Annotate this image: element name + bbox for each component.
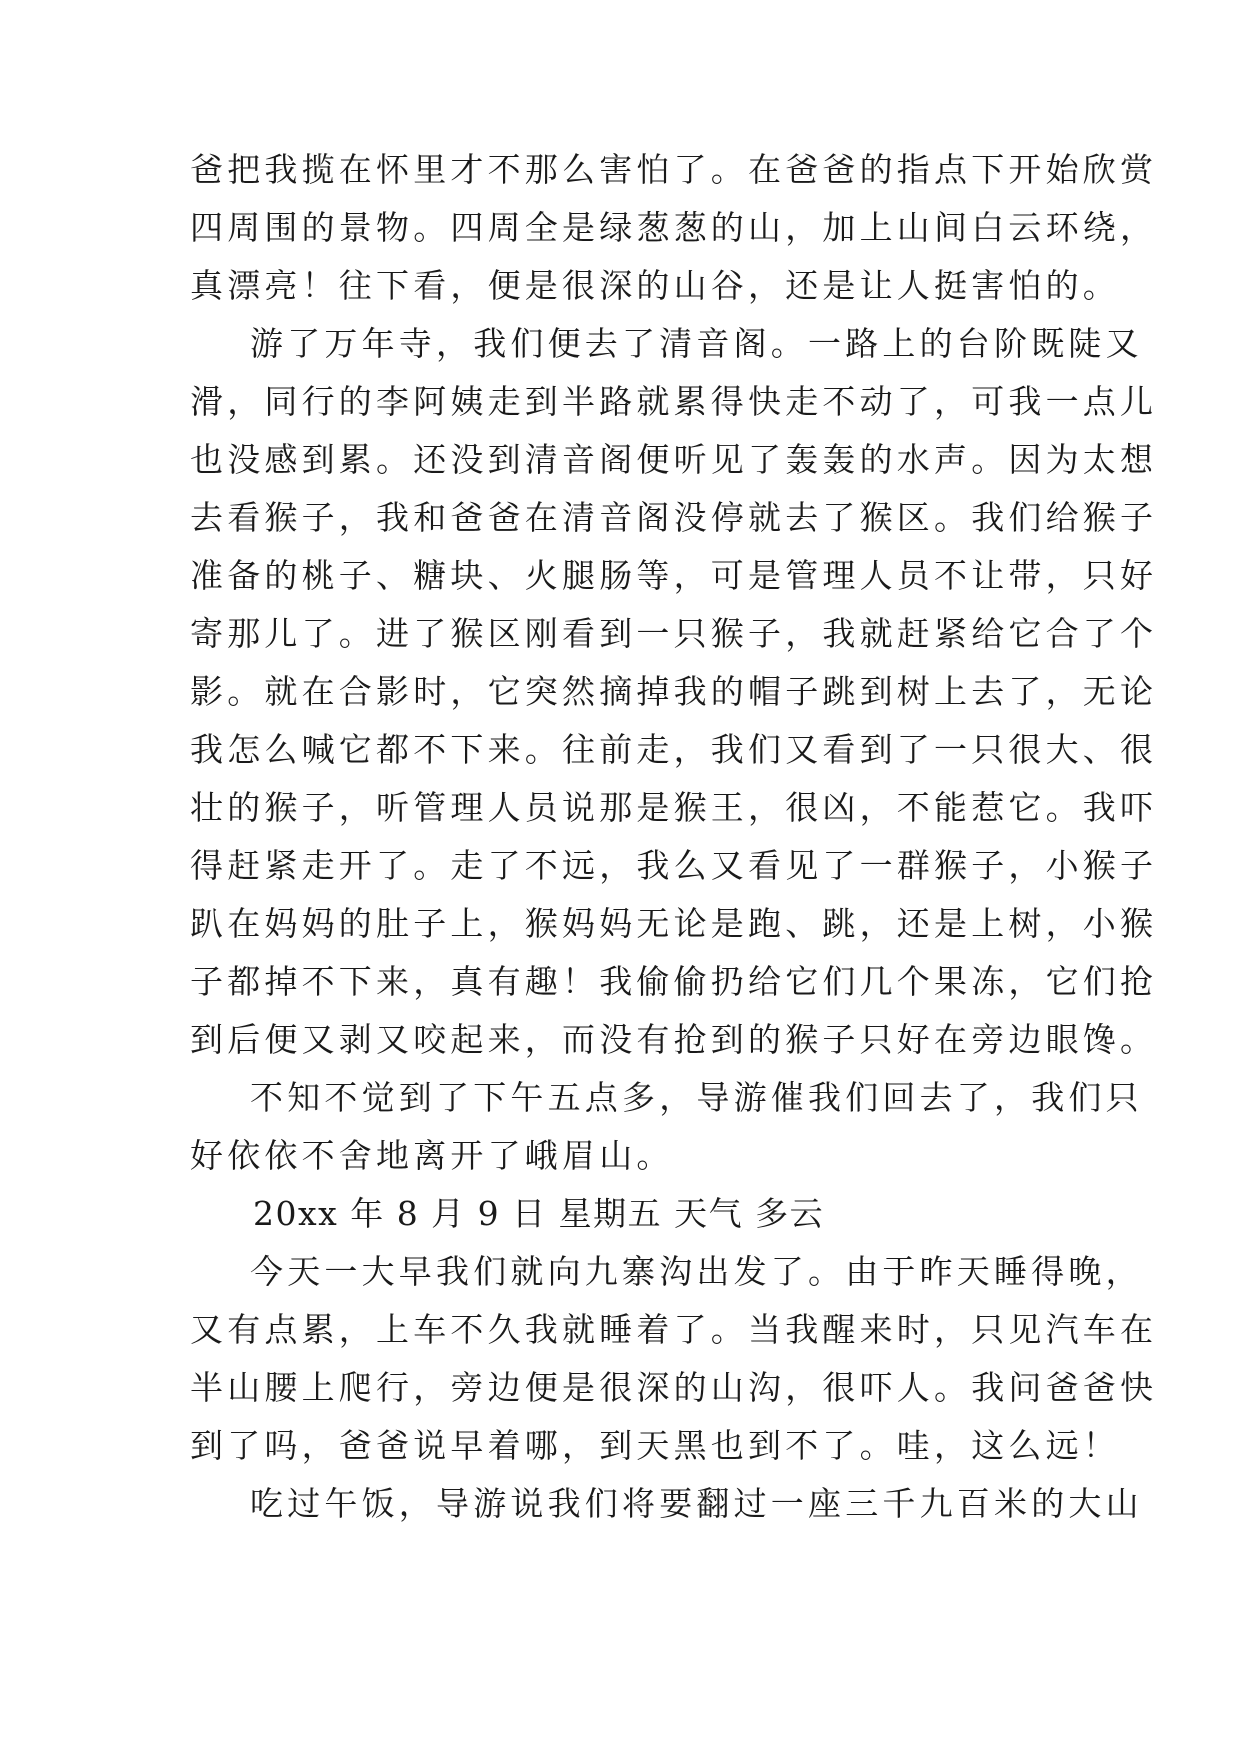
text-line: 好依依不舍地离开了峨眉山。 [190, 1136, 674, 1175]
text-line: 爸把我揽在怀里才不那么害怕了。在爸爸的指点下开始欣赏 [190, 150, 1158, 189]
paragraph-start-line: 不知不觉到了下午五点多，导游催我们回去了，我们只 [250, 1078, 1143, 1117]
text-line: 趴在妈妈的肚子上，猴妈妈无论是跑、跳，还是上树，小猴 [190, 904, 1158, 943]
text-line: 影。就在合影时，它突然摘掉我的帽子跳到树上去了，无论 [190, 672, 1158, 711]
text-line: 四周围的景物。四周全是绿葱葱的山，加上山间白云环绕， [190, 208, 1158, 247]
text-line: 得赶紧走开了。走了不远，我么又看见了一群猴子，小猴子 [190, 846, 1158, 885]
text-line: 真漂亮！往下看，便是很深的山谷，还是让人挺害怕的。 [190, 266, 1120, 305]
text-line: 壮的猴子，听管理人员说那是猴王，很凶，不能惹它。我吓 [190, 788, 1158, 827]
paragraph-start-line: 游了万年寺，我们便去了清音阁。一路上的台阶既陡又 [250, 324, 1143, 363]
text-line: 也没感到累。还没到清音阁便听见了轰轰的水声。因为太想 [190, 440, 1158, 479]
diary-date-line: 20xx 年 8 月 9 日 星期五 天气 多云 [253, 1194, 825, 1233]
text-line: 寄那儿了。进了猴区刚看到一只猴子，我就赶紧给它合了个 [190, 614, 1158, 653]
text-line: 又有点累，上车不久我就睡着了。当我醒来时，只见汽车在 [190, 1310, 1158, 1349]
text-line: 到了吗，爸爸说早着哪，到天黑也到不了。哇，这么远！ [190, 1426, 1120, 1465]
text-line: 去看猴子，我和爸爸在清音阁没停就去了猴区。我们给猴子 [190, 498, 1158, 537]
text-line: 半山腰上爬行，旁边便是很深的山沟，很吓人。我问爸爸快 [190, 1368, 1158, 1407]
paragraph-start-line: 今天一大早我们就向九寨沟出发了。由于昨天睡得晚， [250, 1252, 1143, 1291]
text-line: 准备的桃子、糖块、火腿肠等，可是管理人员不让带，只好 [190, 556, 1158, 595]
text-line: 到后便又剥又咬起来，而没有抢到的猴子只好在旁边眼馋。 [190, 1020, 1158, 1059]
text-line: 我怎么喊它都不下来。往前走，我们又看到了一只很大、很 [190, 730, 1158, 769]
paragraph-start-line: 吃过午饭，导游说我们将要翻过一座三千九百米的大山 [250, 1484, 1143, 1523]
text-line: 子都掉不下来，真有趣！我偷偷扔给它们几个果冻，它们抢 [190, 962, 1158, 1001]
text-line: 滑，同行的李阿姨走到半路就累得快走不动了，可我一点儿 [190, 382, 1158, 421]
